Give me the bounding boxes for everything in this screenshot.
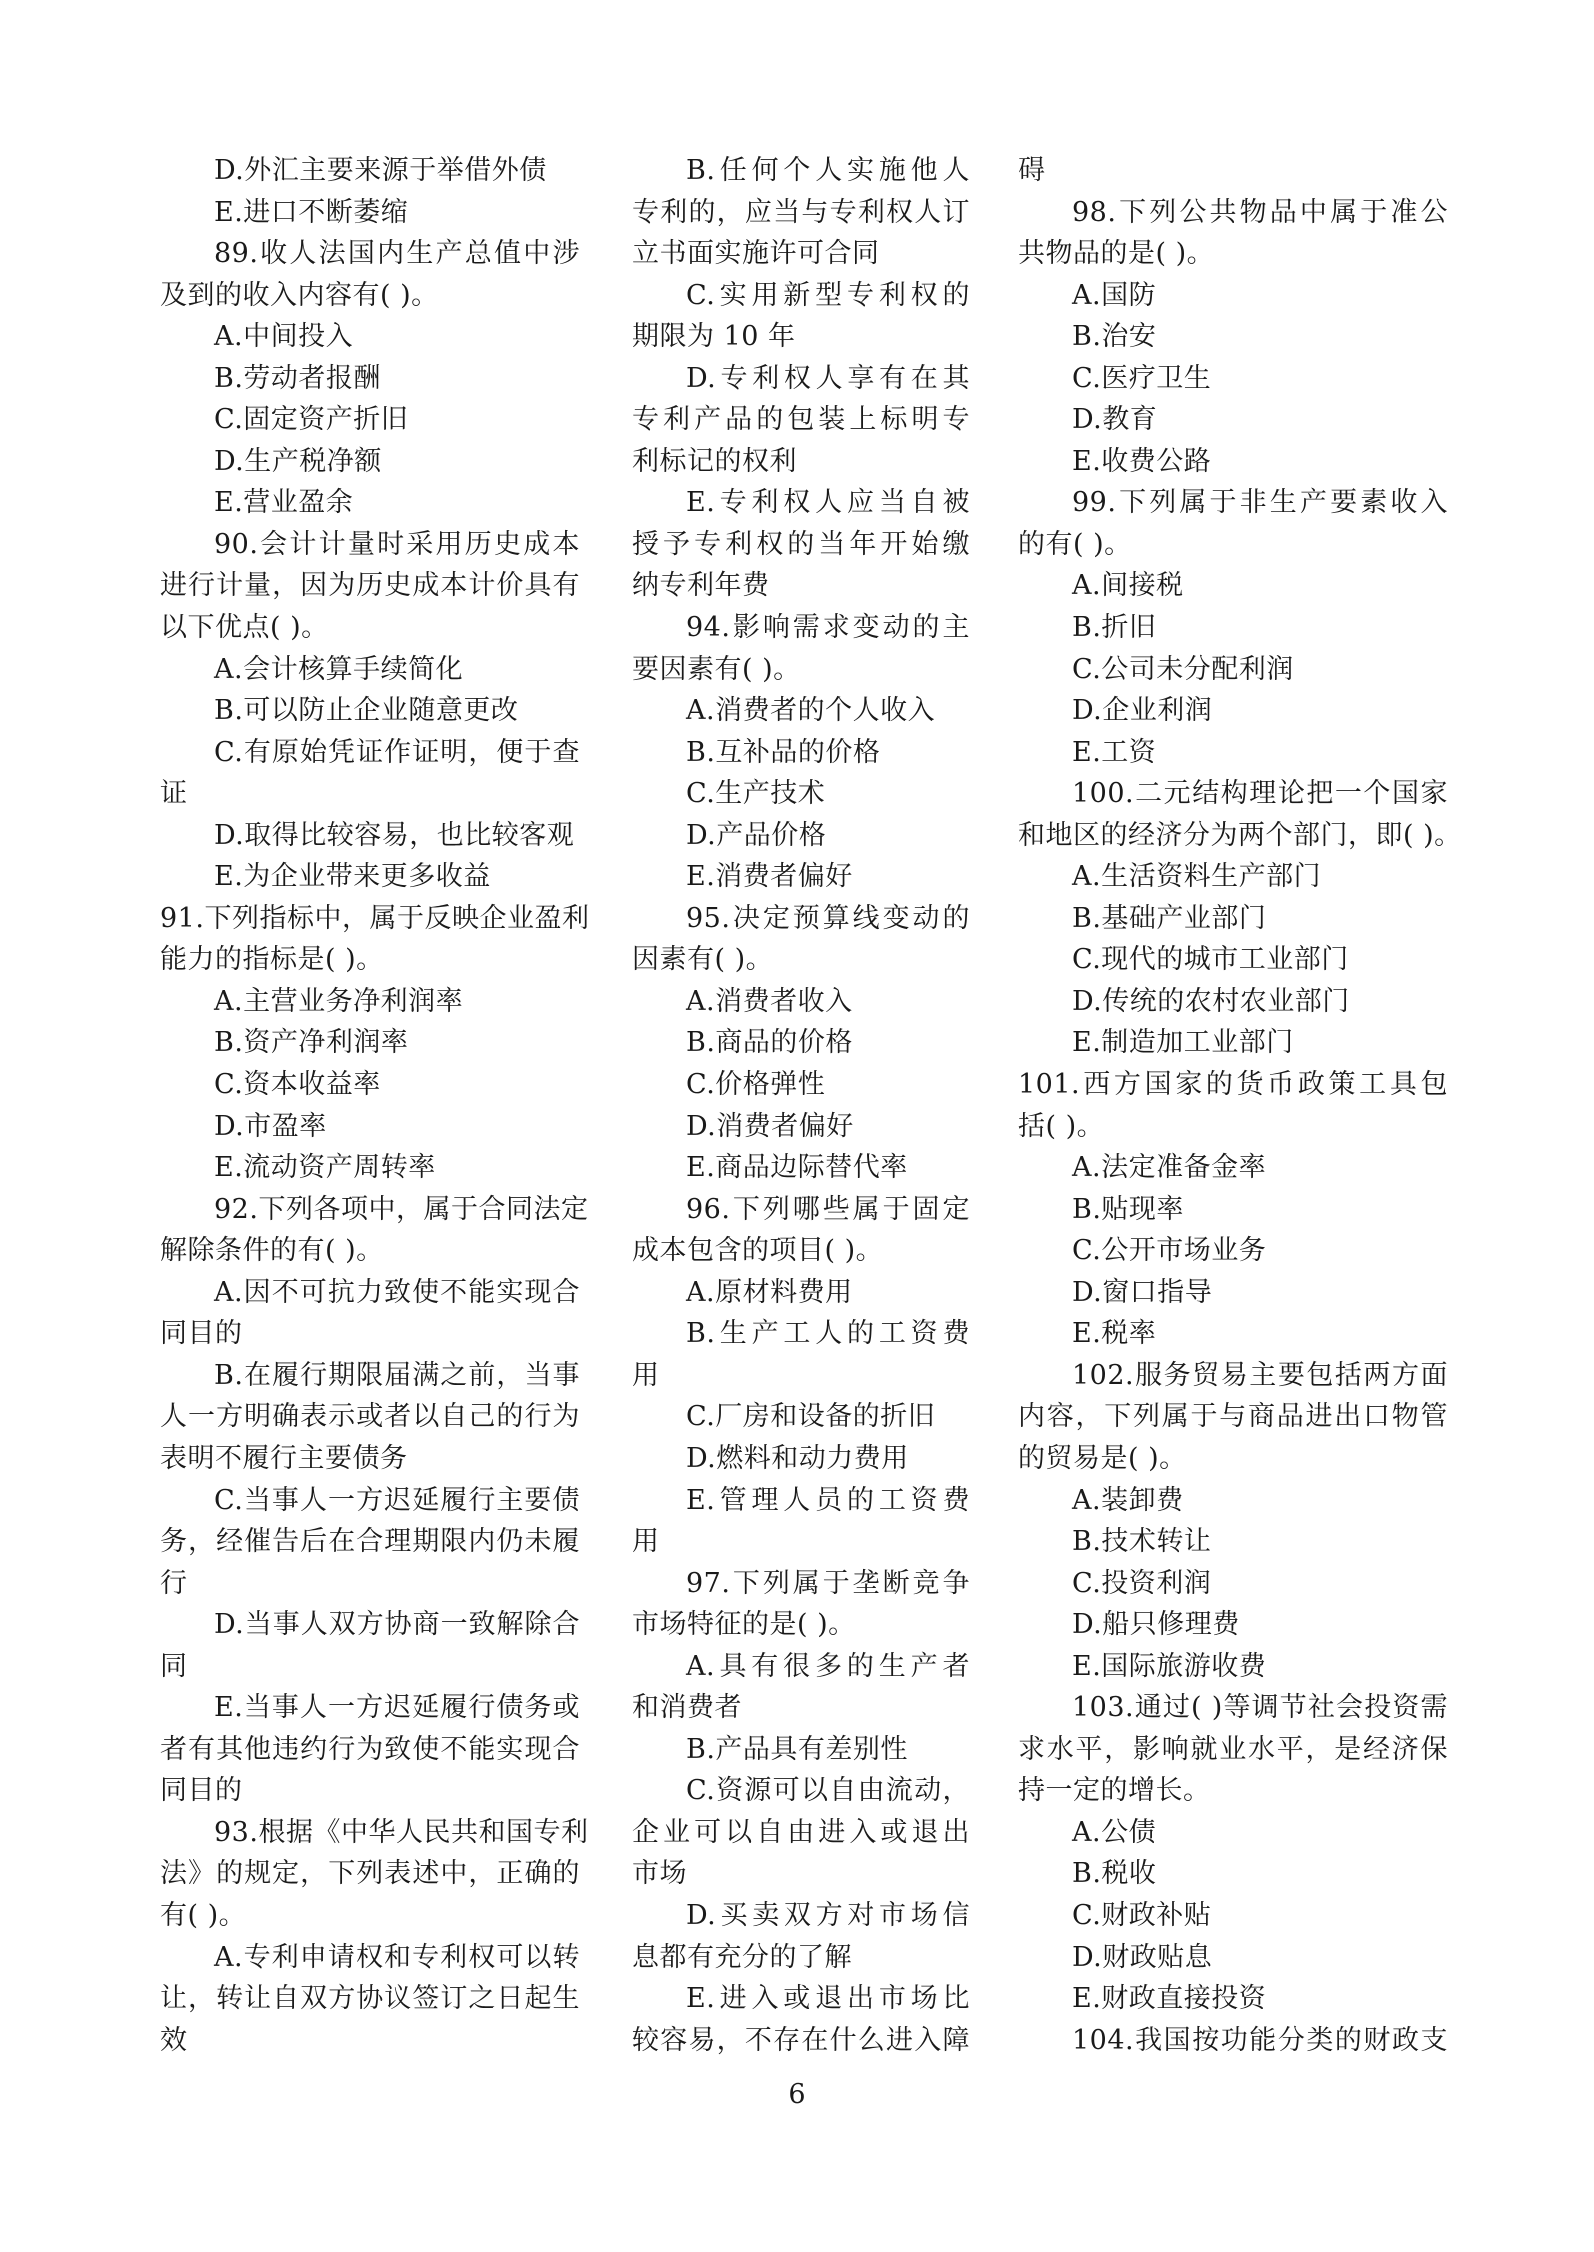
- text-line: B.可以防止企业随意更改: [214, 695, 519, 727]
- text-line: D.消费者偏好: [686, 1110, 854, 1142]
- text-line: 90.会计计量时采用历史成本: [214, 528, 580, 560]
- text-line: C.价格弹性: [686, 1069, 826, 1101]
- text-line: B.治安: [1072, 321, 1157, 353]
- text-line: B.贴现率: [1072, 1193, 1184, 1225]
- text-line: D.当事人双方协商一致解除合: [214, 1609, 580, 1641]
- text-line: 者有其他违约行为致使不能实现合: [160, 1733, 580, 1765]
- text-line: 务，经催告后在合理期限内仍未履: [160, 1526, 580, 1558]
- text-line: A.国防: [1072, 279, 1157, 311]
- text-line: 期限为 10 年: [632, 321, 796, 353]
- text-line: 用: [632, 1526, 660, 1558]
- text-line: E.工资: [1072, 736, 1157, 768]
- text-line: 括( )。: [1018, 1110, 1105, 1142]
- text-line: B.税收: [1072, 1858, 1157, 1890]
- text-line: 较容易，不存在什么进入障: [632, 2024, 970, 2056]
- text-line: 和地区的经济分为两个部门，即( )。: [1018, 819, 1462, 851]
- text-line: 的有( )。: [1018, 528, 1132, 560]
- text-line: 法》的规定，下列表述中，正确的: [160, 1858, 580, 1890]
- text-line: C.现代的城市工业部门: [1072, 944, 1349, 976]
- text-line: 专利产品的包装上标明专: [632, 404, 970, 436]
- text-line: 以下优点( )。: [160, 612, 329, 644]
- text-line: E.制造加工业部门: [1072, 1027, 1294, 1059]
- text-line: B.折旧: [1072, 612, 1157, 644]
- text-line: B.产品具有差别性: [686, 1733, 908, 1765]
- text-line: B.互补品的价格: [686, 736, 881, 768]
- text-line: E.为企业带来更多收益: [214, 861, 491, 893]
- text-line: C.资本收益率: [214, 1069, 381, 1101]
- text-line: C.公司未分配利润: [1072, 653, 1294, 685]
- text-line: A.装卸费: [1072, 1484, 1184, 1516]
- text-line: 持一定的增长。: [1018, 1775, 1211, 1807]
- text-line: C.当事人一方迟延履行主要债: [214, 1484, 580, 1516]
- text-line: 进行计量，因为历史成本计价具有: [160, 570, 580, 602]
- text-line: A.原材料费用: [686, 1276, 853, 1308]
- text-line: C.实用新型专利权的: [686, 279, 970, 311]
- text-line: D.船只修理费: [1072, 1609, 1240, 1641]
- text-line: 和消费者: [632, 1692, 742, 1724]
- text-line: C.有原始凭证作证明，便于查: [214, 736, 580, 768]
- text-line: 表明不履行主要债务: [160, 1442, 408, 1474]
- text-line: A.生活资料生产部门: [1072, 861, 1322, 893]
- text-line: E.进入或退出市场比: [686, 1983, 970, 2015]
- text-line: 98.下列公共物品中属于准公: [1072, 196, 1448, 228]
- text-line: 用: [632, 1359, 660, 1391]
- text-line: 104.我国按功能分类的财政支: [1072, 2024, 1448, 2056]
- text-line: E.税率: [1072, 1318, 1157, 1350]
- text-line: B.任何个人实施他人: [686, 155, 970, 186]
- text-line: 碍: [1018, 155, 1046, 186]
- text-line: D.财政贴息: [1072, 1941, 1213, 1973]
- text-line: B.技术转让: [1072, 1526, 1212, 1558]
- text-line: C.生产技术: [686, 778, 826, 810]
- text-line: 效: [160, 2024, 188, 2056]
- text-line: A.因不可抗力致使不能实现合: [214, 1276, 580, 1308]
- text-line: D.教育: [1072, 404, 1158, 436]
- text-line: D.生产税净额: [214, 445, 382, 477]
- text-line: A.专利申请权和专利权可以转: [214, 1941, 580, 1973]
- text-line: B.基础产业部门: [1072, 902, 1267, 934]
- text-column-middle: [632, 150, 970, 2061]
- text-line: 企业可以自由进入或退出: [632, 1816, 970, 1848]
- text-line: 因素有( )。: [632, 944, 774, 976]
- text-line: D.专利权人享有在其: [686, 362, 970, 394]
- text-line: 共物品的是( )。: [1018, 238, 1215, 270]
- text-line: E.管理人员的工资费: [686, 1484, 970, 1516]
- text-line: 能力的指标是( )。: [160, 944, 384, 976]
- text-line: 要因素有( )。: [632, 653, 801, 685]
- text-line: 102.服务贸易主要包括两方面: [1072, 1359, 1448, 1391]
- text-line: E.国际旅游收费: [1072, 1650, 1267, 1682]
- text-line: 有( )。: [160, 1899, 247, 1931]
- text-line: 授予专利权的当年开始缴: [632, 528, 970, 560]
- text-line: 89.收人法国内生产总值中涉: [214, 238, 580, 270]
- text-line: A.中间投入: [214, 321, 354, 353]
- text-line: C.厂房和设备的折旧: [686, 1401, 936, 1433]
- text-line: 专利的，应当与专利权人订: [632, 196, 970, 228]
- text-line: E.专利权人应当自被: [686, 487, 970, 519]
- page-number: 6: [788, 2079, 806, 2110]
- text-line: 96.下列哪些属于固定: [686, 1193, 970, 1225]
- text-line: 纳专利年费: [632, 570, 770, 602]
- text-line: 证: [160, 778, 188, 810]
- text-line: A.具有很多的生产者: [686, 1650, 970, 1682]
- text-line: D.外汇主要来源于举借外债: [214, 155, 547, 186]
- text-line: D.窗口指导: [1072, 1276, 1213, 1308]
- text-line: 同目的: [160, 1318, 243, 1350]
- text-line: C.财政补贴: [1072, 1899, 1212, 1931]
- text-line: A.主营业务净利润率: [214, 985, 464, 1017]
- text-line: 同: [160, 1650, 188, 1682]
- text-line: 97.下列属于垄断竞争: [686, 1567, 970, 1599]
- text-line: 94.影响需求变动的主: [686, 612, 970, 644]
- text-line: E.消费者偏好: [686, 861, 853, 893]
- text-line: 93.根据《中华人民共和国专利: [214, 1816, 589, 1848]
- text-line: 的贸易是( )。: [1018, 1442, 1187, 1474]
- text-line: 市场: [632, 1858, 687, 1890]
- text-line: 99.下列属于非生产要素收入: [1072, 487, 1448, 519]
- text-line: 同目的: [160, 1775, 243, 1807]
- text-line: D.企业利润: [1072, 695, 1213, 727]
- text-line: D.取得比较容易，也比较客观: [214, 819, 575, 851]
- text-line: C.资源可以自由流动，: [686, 1775, 970, 1807]
- text-line: D.传统的农村农业部门: [1072, 985, 1350, 1017]
- text-line: D.买卖双方对市场信: [686, 1899, 970, 1931]
- text-line: B.劳动者报酬: [214, 362, 381, 394]
- text-line: 人一方明确表示或者以自己的行为: [160, 1401, 580, 1433]
- text-line: C.固定资产折旧: [214, 404, 409, 436]
- text-column-left: [160, 150, 590, 2061]
- text-line: 103.通过( )等调节社会投资需: [1072, 1692, 1448, 1724]
- text-line: 成本包含的项目( )。: [632, 1235, 884, 1267]
- text-line: 立书面实施许可合同: [632, 238, 880, 270]
- text-line: B.生产工人的工资费: [686, 1318, 970, 1350]
- text-line: E.营业盈余: [214, 487, 354, 519]
- text-line: A.公债: [1072, 1816, 1157, 1848]
- text-line: B.商品的价格: [686, 1027, 853, 1059]
- text-line: 及到的收入内容有( )。: [160, 279, 439, 311]
- text-line: 求水平，影响就业水平，是经济保: [1018, 1733, 1448, 1765]
- text-line: B.资产净利润率: [214, 1027, 409, 1059]
- text-line: A.消费者的个人收入: [686, 695, 936, 727]
- text-line: 解除条件的有( )。: [160, 1235, 384, 1267]
- text-line: C.投资利润: [1072, 1567, 1212, 1599]
- text-line: B.在履行期限届满之前，当事: [214, 1359, 580, 1391]
- text-line: C.医疗卫生: [1072, 362, 1212, 394]
- text-line: 91.下列指标中，属于反映企业盈利: [160, 902, 590, 934]
- text-line: D.市盈率: [214, 1110, 327, 1142]
- text-line: 利标记的权利: [632, 445, 797, 477]
- text-line: C.公开市场业务: [1072, 1235, 1267, 1267]
- text-line: 92.下列各项中，属于合同法定: [214, 1193, 589, 1225]
- text-line: 95.决定预算线变动的: [686, 902, 970, 934]
- text-column-right: [1018, 150, 1462, 2061]
- text-line: E.流动资产周转率: [214, 1152, 436, 1184]
- text-line: D.产品价格: [686, 819, 827, 851]
- text-line: 行: [160, 1567, 188, 1599]
- text-line: A.间接税: [1072, 570, 1184, 602]
- text-line: 内容，下列属于与商品进出口物管: [1018, 1401, 1448, 1433]
- text-line: 让，转让自双方协议签订之日起生: [160, 1983, 580, 2015]
- text-line: E.商品边际替代率: [686, 1152, 908, 1184]
- text-line: E.收费公路: [1072, 445, 1212, 477]
- text-line: 100.二元结构理论把一个国家: [1072, 778, 1448, 810]
- text-line: A.会计核算手续简化: [214, 653, 464, 685]
- text-line: A.法定准备金率: [1072, 1152, 1267, 1184]
- text-line: E.当事人一方迟延履行债务或: [214, 1692, 580, 1724]
- text-line: 101.西方国家的货币政策工具包: [1018, 1069, 1448, 1101]
- text-line: E.进口不断萎缩: [214, 196, 409, 228]
- text-line: 息都有充分的了解: [632, 1941, 852, 1973]
- text-line: A.消费者收入: [686, 985, 853, 1017]
- text-line: 市场特征的是( )。: [632, 1609, 856, 1641]
- text-line: D.燃料和动力费用: [686, 1442, 909, 1474]
- text-line: E.财政直接投资: [1072, 1983, 1267, 2015]
